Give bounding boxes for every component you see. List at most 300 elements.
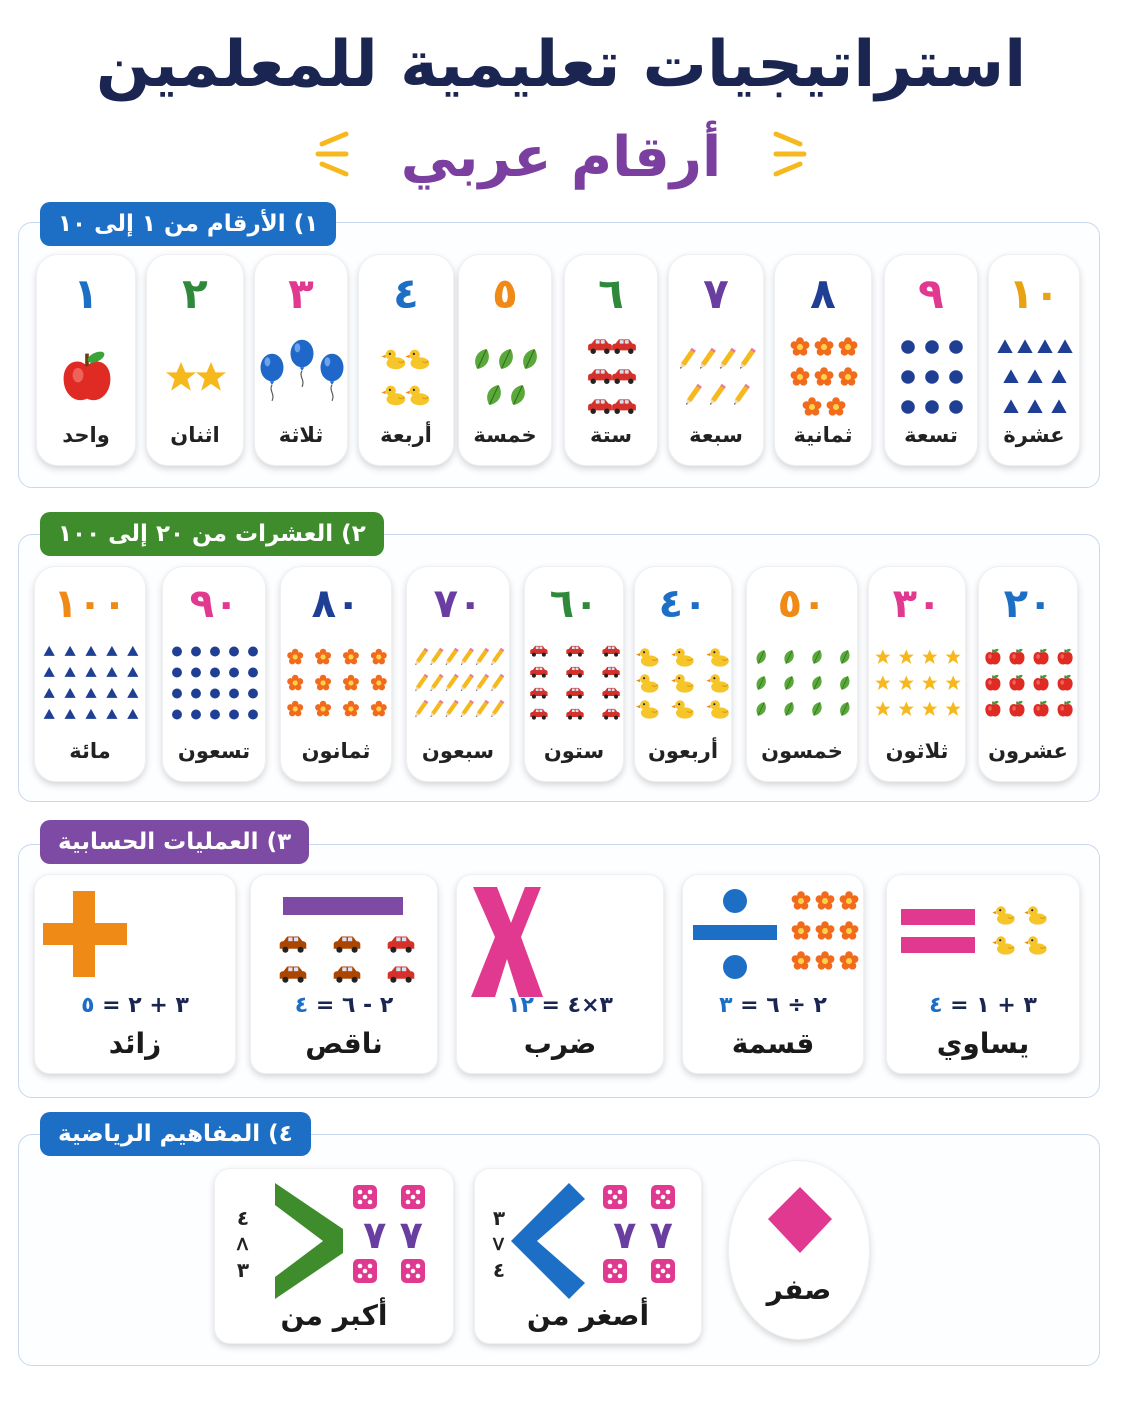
triangle-icon	[127, 688, 138, 698]
equation-left: ٣×٤	[567, 993, 613, 1018]
operation-name: قسمة	[731, 1027, 815, 1060]
star-icon	[899, 675, 914, 690]
operation-equation	[35, 993, 235, 1018]
operation-illustration	[683, 875, 865, 1005]
leaf-icon	[782, 700, 796, 717]
operation-illustration	[251, 875, 439, 1005]
section-label-concepts: ٤) المفاهيم الرياضية	[40, 1112, 311, 1156]
flower-icon	[371, 649, 387, 665]
car-icon	[280, 966, 307, 982]
flower-icon	[287, 675, 303, 691]
moon-icon	[552, 942, 559, 957]
apple-icon	[1009, 700, 1024, 716]
dot-icon	[172, 668, 182, 678]
pencil-icon	[414, 648, 429, 666]
duck-icon	[1024, 936, 1046, 954]
operation-illustration	[887, 875, 1081, 1005]
counting-picture	[565, 325, 659, 425]
triangle-icon	[127, 709, 138, 719]
moon-icon	[569, 912, 576, 927]
number-digit: ٧	[703, 269, 729, 318]
dot-icon	[229, 647, 239, 657]
triangle-icon	[65, 688, 76, 698]
dice-icon	[651, 1259, 675, 1283]
triangle-icon	[1057, 339, 1072, 353]
moon-icon	[176, 931, 186, 951]
apple-icon	[1058, 674, 1073, 690]
divide-icon	[693, 889, 777, 979]
triangle-icon	[106, 688, 117, 698]
triangle-icon	[1027, 399, 1042, 413]
star-icon	[875, 649, 890, 664]
car-icon	[588, 369, 612, 384]
flower-icon	[816, 921, 835, 939]
pencil-icon	[732, 384, 750, 406]
tens-card-8	[34, 566, 146, 782]
car-icon	[334, 966, 361, 982]
tens-card-0	[978, 566, 1078, 782]
number-word: واحد	[62, 423, 110, 447]
moon-icon	[176, 901, 186, 921]
number-card-7	[668, 254, 764, 466]
equation-result: ١٢	[507, 993, 534, 1018]
concept-name: أصغر من	[526, 1299, 650, 1332]
moon-icon	[637, 942, 644, 957]
counting-picture	[147, 325, 245, 425]
number-digit: ٨٠	[311, 581, 361, 627]
counting-picture	[281, 635, 393, 735]
duck-icon	[706, 674, 728, 692]
counting-picture	[459, 325, 553, 425]
counting-picture	[37, 325, 137, 425]
leaf-icon	[754, 674, 768, 691]
pencil-icon	[429, 674, 444, 692]
pencil-icon	[698, 348, 716, 370]
car-icon	[566, 667, 583, 678]
flower-icon	[791, 367, 810, 385]
number-card-6	[564, 254, 658, 466]
pencil-icon	[718, 348, 736, 370]
pencil-icon	[474, 648, 489, 666]
car-icon	[602, 646, 619, 657]
poster-title: استراتيجيات تعليمية للمعلمين	[95, 28, 1027, 102]
operation-name: ناقص	[305, 1027, 383, 1060]
moon-icon	[603, 942, 610, 957]
star-icon	[875, 701, 890, 716]
equation-equals: =	[533, 993, 568, 1018]
car-icon	[530, 667, 547, 678]
leaf-icon	[810, 648, 824, 665]
number-card-2	[146, 254, 244, 466]
dot-icon	[191, 668, 201, 678]
star-icon	[946, 701, 961, 716]
duck-icon	[671, 674, 693, 692]
triangle-icon	[127, 667, 138, 677]
dot-icon	[248, 668, 258, 678]
duck-icon	[671, 648, 693, 666]
leaf-icon	[782, 674, 796, 691]
counting-picture	[163, 635, 267, 735]
number-word: خمسة	[473, 423, 537, 447]
car-icon	[612, 339, 636, 354]
flower-icon	[343, 675, 359, 691]
equation-left: ٣ + ١	[976, 993, 1037, 1018]
pencil-icon	[490, 674, 505, 692]
counting-picture	[255, 325, 349, 425]
star-icon	[166, 362, 196, 391]
moon-icon	[586, 942, 593, 957]
triangle-icon	[106, 709, 117, 719]
flower-icon	[840, 921, 859, 939]
diamond-icon	[729, 1161, 871, 1341]
triangle-icon	[997, 339, 1012, 353]
moon-icon	[152, 901, 162, 921]
dot-icon	[191, 710, 201, 720]
number-card-10	[988, 254, 1080, 466]
number-card-9	[884, 254, 978, 466]
leaf-icon	[754, 700, 768, 717]
operation-card-multiply	[456, 874, 664, 1074]
dot-icon	[925, 400, 939, 414]
counting-picture	[775, 325, 873, 425]
dot-icon	[229, 689, 239, 699]
duck-icon	[381, 386, 405, 406]
leaf-icon	[508, 382, 529, 407]
car-icon	[388, 966, 415, 982]
number-word: أربعة	[380, 423, 432, 447]
pencil-icon	[444, 674, 459, 692]
dot-icon	[949, 400, 963, 414]
apple-icon	[985, 674, 1000, 690]
number-card-8	[774, 254, 872, 466]
duck-icon	[706, 648, 728, 666]
counting-picture	[747, 635, 859, 735]
number-word: تسعون	[177, 739, 251, 763]
leaf-icon	[810, 674, 824, 691]
pencil-icon	[708, 384, 726, 406]
counting-picture	[35, 635, 147, 735]
flower-icon	[815, 337, 834, 355]
number-word: سبعة	[689, 423, 743, 447]
duck-icon	[381, 350, 405, 370]
number-word: خمسون	[761, 739, 843, 763]
triangle-icon	[1003, 399, 1018, 413]
equation-equals: =	[942, 993, 977, 1018]
number-digit: ٣٠	[892, 581, 942, 627]
dot-icon	[925, 340, 939, 354]
flower-icon	[315, 649, 331, 665]
number-word: ثلاثة	[278, 423, 324, 447]
leaf-icon	[838, 648, 852, 665]
tens-card-5	[406, 566, 510, 782]
number-digit: ٤٠	[658, 581, 708, 627]
pencil-icon	[414, 700, 429, 718]
dot-icon	[191, 647, 201, 657]
operation-card-minus	[250, 874, 438, 1074]
pencil-icon	[459, 648, 474, 666]
flower-icon	[839, 367, 858, 385]
flower-icon	[792, 891, 811, 909]
number-digit: ٢	[182, 269, 208, 318]
triangle-icon	[65, 646, 76, 656]
pencil-icon	[738, 348, 756, 370]
pencil-icon	[474, 700, 489, 718]
flower-icon	[815, 367, 834, 385]
balloon-icon	[291, 340, 314, 387]
pencil-icon	[459, 700, 474, 718]
dice-icon	[353, 1259, 377, 1283]
flower-icon	[839, 337, 858, 355]
dot-icon	[172, 710, 182, 720]
dot-icon	[229, 710, 239, 720]
moon-icon	[637, 912, 644, 927]
equation-left: ٢ - ٦	[341, 993, 394, 1018]
concept-card-greater-than	[214, 1168, 454, 1344]
section-label-units: ١) الأرقام من ١ إلى ١٠	[40, 202, 336, 246]
comparison-part: ٤	[236, 1206, 250, 1230]
pencil-icon	[429, 700, 444, 718]
star-icon	[922, 701, 937, 716]
flower-icon	[792, 951, 811, 969]
duck-icon	[1024, 906, 1046, 924]
car-icon	[588, 399, 612, 414]
car-icon	[566, 709, 583, 720]
dot-icon	[901, 340, 915, 354]
equation-result: ٤	[929, 993, 943, 1018]
dot-icon	[210, 668, 220, 678]
counting-picture	[989, 325, 1081, 425]
duck-icon	[405, 350, 429, 370]
dice-icon	[353, 1185, 377, 1209]
dot-icon	[210, 689, 220, 699]
leaf-icon	[838, 674, 852, 691]
pencil-icon	[678, 348, 696, 370]
triangle-icon	[44, 646, 55, 656]
flower-icon	[315, 675, 331, 691]
car-icon	[530, 646, 547, 657]
triangle-icon	[1051, 399, 1066, 413]
star-icon	[899, 701, 914, 716]
dice-icon	[401, 1185, 425, 1209]
leaf-icon	[810, 700, 824, 717]
apple-icon	[1033, 700, 1048, 716]
apple-icon	[1058, 700, 1073, 716]
duck-icon	[671, 700, 693, 718]
pencil-icon	[414, 674, 429, 692]
flower-icon	[816, 951, 835, 969]
duck-icon	[636, 700, 658, 718]
leaf-icon	[520, 346, 541, 371]
moon-icon	[586, 912, 593, 927]
balloon-icon	[321, 354, 344, 401]
operation-name: زائد	[108, 1027, 162, 1060]
number-word: ثمانون	[301, 739, 371, 763]
greater-than-icon	[275, 1183, 343, 1299]
pencil-icon	[684, 384, 702, 406]
concept-digits: ٧ ٧	[613, 1213, 673, 1257]
number-digit: ٢٠	[1003, 581, 1053, 627]
counting-picture	[407, 635, 511, 735]
subtitle-row	[0, 118, 1122, 198]
number-card-3	[254, 254, 348, 466]
triangle-icon	[44, 709, 55, 719]
dot-icon	[229, 668, 239, 678]
number-digit: ٦	[598, 269, 624, 318]
minus-icon	[283, 897, 403, 915]
flower-icon	[827, 397, 846, 415]
moon-icon	[552, 912, 559, 927]
pencil-icon	[459, 674, 474, 692]
duck-icon	[992, 936, 1014, 954]
number-digit: ٨	[810, 269, 836, 318]
comparison-part: ٤	[492, 1258, 506, 1282]
operation-name: يساوي	[936, 1027, 1030, 1060]
leaf-icon	[782, 648, 796, 665]
operation-card-divide	[682, 874, 864, 1074]
duck-icon	[706, 700, 728, 718]
counting-picture	[869, 635, 967, 735]
number-digit: ٣	[288, 269, 314, 318]
star-icon	[946, 649, 961, 664]
operation-card-equals	[886, 874, 1080, 1074]
dot-icon	[949, 340, 963, 354]
flower-icon	[343, 701, 359, 717]
dot-icon	[210, 710, 220, 720]
apple-icon	[985, 648, 1000, 664]
comparison-part: >	[231, 1235, 255, 1253]
equation-result: ٣	[719, 993, 733, 1018]
operation-equation	[887, 993, 1079, 1018]
moon-icon	[569, 942, 576, 957]
car-icon	[602, 667, 619, 678]
dot-icon	[210, 647, 220, 657]
operation-illustration	[457, 875, 665, 1005]
dot-icon	[172, 647, 182, 657]
section-label-operations: ٣) العمليات الحسابية	[40, 820, 309, 864]
number-digit: ١٠٠	[53, 581, 127, 627]
number-digit: ٥	[492, 269, 518, 318]
concept-comparison	[231, 1205, 255, 1283]
star-icon	[946, 675, 961, 690]
dot-icon	[248, 689, 258, 699]
apple-icon	[1033, 674, 1048, 690]
car-icon	[612, 399, 636, 414]
leaf-icon	[472, 346, 493, 371]
flower-icon	[315, 701, 331, 717]
counting-picture	[669, 325, 765, 425]
balloon-icon	[261, 354, 284, 401]
comparison-part: <	[487, 1235, 511, 1253]
equals-icon	[901, 909, 975, 953]
apple-icon	[64, 349, 111, 400]
tens-card-2	[746, 566, 858, 782]
dice-icon	[401, 1259, 425, 1283]
apple-icon	[1009, 674, 1024, 690]
triangle-icon	[65, 667, 76, 677]
car-icon	[566, 688, 583, 699]
pencil-icon	[490, 648, 505, 666]
pencil-icon	[444, 700, 459, 718]
star-icon	[899, 649, 914, 664]
dot-icon	[901, 370, 915, 384]
pencil-icon	[490, 700, 505, 718]
leaf-icon	[754, 648, 768, 665]
flower-icon	[840, 891, 859, 909]
triangle-icon	[44, 688, 55, 698]
counting-picture	[525, 635, 625, 735]
dice-icon	[603, 1185, 627, 1209]
number-word: ستة	[590, 423, 632, 447]
moon-icon	[200, 931, 210, 951]
flower-icon	[816, 891, 835, 909]
operation-equation	[683, 993, 863, 1018]
car-icon	[334, 936, 361, 952]
number-word: ثمانية	[793, 423, 853, 447]
car-icon	[588, 339, 612, 354]
car-icon	[566, 646, 583, 657]
tens-card-4	[524, 566, 624, 782]
number-word: عشرة	[1003, 423, 1065, 447]
apple-icon	[1009, 648, 1024, 664]
triangle-icon	[106, 646, 117, 656]
counting-picture	[979, 635, 1079, 735]
diamond-shape	[768, 1187, 832, 1253]
pencil-icon	[429, 648, 444, 666]
number-digit: ٦٠	[549, 581, 599, 627]
star-icon	[196, 362, 226, 391]
number-card-4	[358, 254, 454, 466]
duck-icon	[636, 648, 658, 666]
number-word: تسعة	[904, 423, 958, 447]
tens-card-6	[280, 566, 392, 782]
dot-icon	[248, 710, 258, 720]
flower-icon	[371, 701, 387, 717]
counting-picture	[359, 325, 455, 425]
operation-equation	[457, 993, 663, 1018]
triangle-icon	[65, 709, 76, 719]
equation-result: ٥	[81, 993, 95, 1018]
number-word: أربعون	[647, 739, 719, 763]
operation-name: ضرب	[523, 1027, 597, 1060]
duck-icon	[405, 386, 429, 406]
comparison-part: ٣	[236, 1258, 250, 1282]
apple-icon	[1058, 648, 1073, 664]
concept-digits: ٧ ٧	[363, 1213, 423, 1257]
car-icon	[280, 936, 307, 952]
number-digit: ٩	[918, 269, 944, 318]
operation-equation	[251, 993, 437, 1018]
operation-illustration	[35, 875, 237, 1005]
equation-equals: =	[94, 993, 129, 1018]
leaf-icon	[838, 700, 852, 717]
operation-card-plus	[34, 874, 236, 1074]
triangle-icon	[85, 688, 96, 698]
moon-icon	[200, 901, 210, 921]
leaf-icon	[484, 382, 505, 407]
counting-picture	[885, 325, 979, 425]
number-digit: ٤	[393, 269, 419, 318]
car-icon	[530, 709, 547, 720]
number-digit: ٧٠	[433, 581, 483, 627]
car-icon	[602, 709, 619, 720]
moon-icon	[620, 942, 627, 957]
moon-icon	[603, 912, 610, 927]
dot-icon	[172, 689, 182, 699]
apple-icon	[985, 700, 1000, 716]
flower-icon	[287, 701, 303, 717]
number-card-5	[458, 254, 552, 466]
tens-card-1	[868, 566, 966, 782]
